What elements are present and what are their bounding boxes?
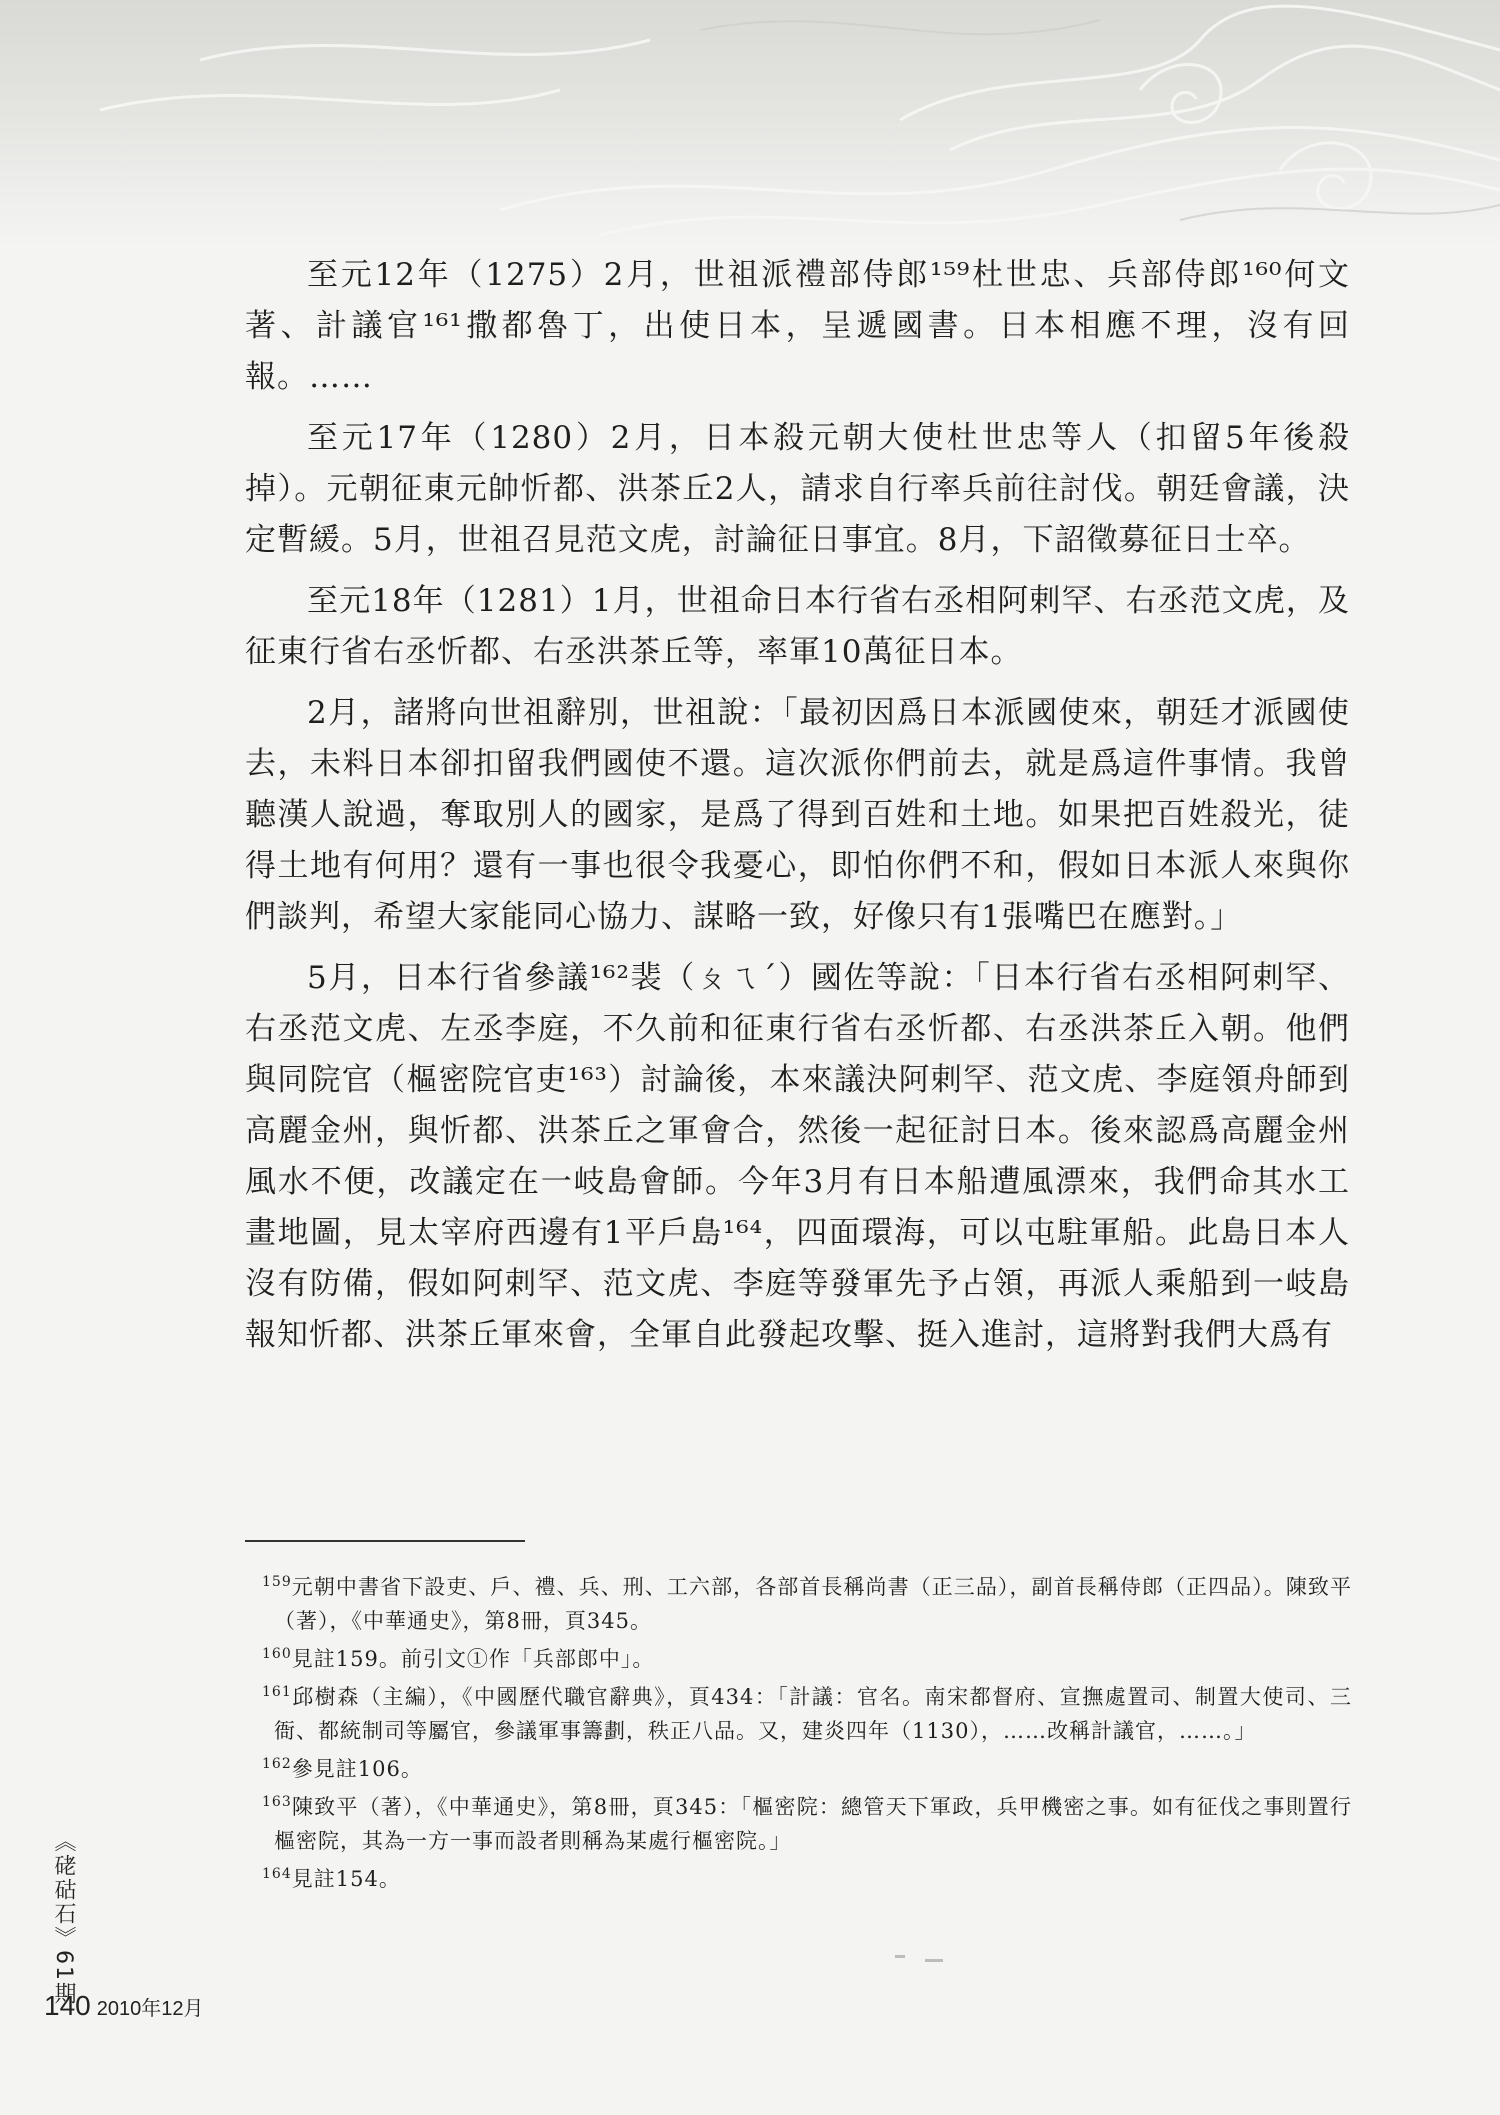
footnote-item xyxy=(262,1642,1352,1676)
scan-speck xyxy=(895,1955,905,1958)
header-wave-decoration xyxy=(0,0,1500,250)
footnote-item xyxy=(262,1752,1352,1786)
footnote-number: 161 xyxy=(262,1684,292,1700)
paragraph: 至元12年（1275）2月，世祖派禮部侍郎¹⁵⁹杜世忠、兵部侍郎¹⁶⁰何文著、計議官¹⁶¹撒都魯丁，出使日本，呈遞國書。日本相應不理，沒有回報。…… xyxy=(245,257,1350,395)
footnote-item xyxy=(262,1680,1352,1748)
page-number: 140 xyxy=(44,1990,91,2021)
footnote-text: 陳致平（著），《中華通史》，第8冊，頁345：「樞密院：總管天下軍政，兵甲機密之事。如有征伐之事則置行樞密院，其為一方一事而設者則稱為某處行樞密院。」 xyxy=(274,1795,1352,1853)
journal-label: 《硓𥑮石》61期 xyxy=(51,1830,76,2006)
main-body-text xyxy=(245,250,1350,1371)
footnote-number: 159 xyxy=(262,1574,292,1590)
page-folio xyxy=(44,1990,203,2022)
footnote-text: 見註159。前引文①作「兵部郎中」。 xyxy=(291,1647,655,1671)
paragraph: 5月，日本行省參議¹⁶²裴（ㄆㄟˊ）國佐等說：「日本行省右丞相阿剌罕、右丞范文虎、左丞李庭，不久前和征東行省右丞忻都、右丞洪茶丘入朝。他們與同院官（樞密院官吏¹⁶³）討論後，本來議決阿剌罕、范文虎、李庭領舟師到高麗金州，與忻都、洪茶丘之軍會合，然後一起征討日本。後來認爲高麗金州風水不便，改議定在一岐島會師。今年3月有日本船遭風漂來，我們命其水工畫地圖，見太宰府西邊有1平戶島¹⁶⁴，四面環海，可以屯駐軍船。此島日本人沒有防備，假如阿剌罕、范文虎、李庭等發軍先予占領，再派人乘船到一岐島報知忻都、洪茶丘軍來會，全軍自此發起攻擊、挺入進討，這將對我們大爲有 xyxy=(245,960,1350,1353)
footnote-number: 164 xyxy=(262,1866,292,1882)
wave-pattern-icon xyxy=(0,0,1500,250)
footnote-text: 見註154。 xyxy=(291,1867,401,1891)
footnote-item xyxy=(262,1570,1352,1638)
footnote-number: 162 xyxy=(262,1756,292,1772)
scan-speck xyxy=(925,1959,943,1962)
paragraph: 2月，諸將向世祖辭別，世祖說：「最初因爲日本派國使來，朝廷才派國使去，未料日本卻扣留我們國使不還。這次派你們前去，就是爲這件事情。我曾聽漢人說過，奪取別人的國家，是爲了得到百姓和土地。如果把百姓殺光，徒得土地有何用？還有一事也很令我憂心，即怕你們不和，假如日本派人來與你們談判，希望大家能同心協力、謀略一致，好像只有1張嘴巴在應對。」 xyxy=(245,695,1350,935)
paragraph: 至元18年（1281）1月，世祖命日本行省右丞相阿剌罕、右丞范文虎，及征東行省右丞忻都、右丞洪茶丘等，率軍10萬征日本。 xyxy=(245,583,1350,670)
footnote-number: 160 xyxy=(262,1646,292,1662)
footnote-text: 參見註106。 xyxy=(291,1757,423,1781)
paragraph: 至元17年（1280）2月，日本殺元朝大使杜世忠等人（扣留5年後殺掉）。元朝征東元帥忻都、洪茶丘2人，請求自行率兵前往討伐。朝廷會議，決定暫緩。5月，世祖召見范文虎，討論征日事宜。8月，下詔徵募征日士卒。 xyxy=(245,420,1350,558)
footnote-number: 163 xyxy=(262,1794,292,1810)
footnote-text: 元朝中書省下設吏、戶、禮、兵、刑、工六部，各部首長稱尚書（正三品），副首長稱侍郎（正四品）。陳致平（著），《中華通史》，第8冊，頁345。 xyxy=(274,1575,1352,1633)
footnote-item xyxy=(262,1790,1352,1858)
issue-date: 2010年12月 xyxy=(96,1998,204,2020)
footnote-text: 邱樹森（主編），《中國歷代職官辭典》，頁434：「計議：官名。南宋都督府、宣撫處置司、制置大使司、三衙、都統制司等屬官，參議軍事籌劃，秩正八品。又，建炎四年（1130），……改稱計議官，……。」 xyxy=(274,1685,1352,1743)
footnotes xyxy=(262,1570,1352,1900)
footnote-separator xyxy=(245,1540,525,1542)
footnote-item xyxy=(262,1862,1352,1896)
